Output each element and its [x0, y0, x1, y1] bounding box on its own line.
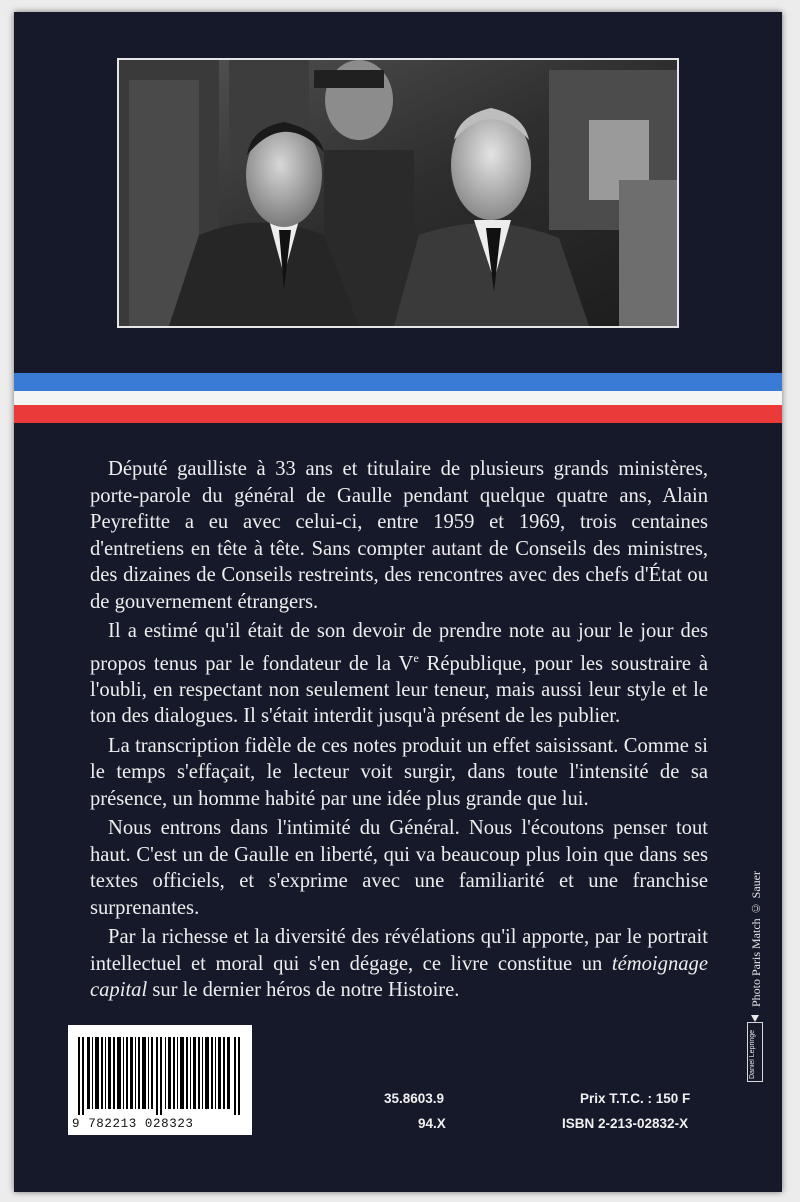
blurb-text: La transcription fidèle de ces notes produit un effet saisissant. Comme si le temps s'effaçait, le lecteur voit surgir, dans toute l'intensité de sa présence, un homme habité par une idée plus grande que lui. [90, 734, 708, 810]
blurb-text: République, pour les soustraire à l'oubli, en respectant non seulement leur teneur, mais aussi leur style et le ton des dialogues. Il s'était interdit jusqu'à présent de les publier. [90, 652, 708, 728]
blurb-emphasis: témoignage capital [90, 952, 708, 1002]
cover-photo [117, 58, 679, 328]
blurb-paragraph-3 [90, 733, 708, 813]
flag-band-red [14, 405, 782, 423]
blurb-text: sur le dernier héros de notre Histoire. [147, 979, 460, 1002]
blurb-paragraph-2 [90, 618, 708, 730]
blurb-text: Nous entrons dans l'intimité du Général. Nous l'écoutons penser tout haut. C'est un de Gaulle en liberté, qui va beaucoup plus loin que dans ses textes officiels, et s'exprime avec une familiarité et une franchise surprenantes. [90, 817, 708, 919]
photo-illustration [119, 60, 677, 326]
reference-code-2: 94.X [418, 1116, 446, 1131]
reference-code-1: 35.8603.9 [384, 1091, 445, 1106]
barcode-number: 9 782213 028323 [72, 1117, 194, 1131]
blurb-text: Par la richesse et la diversité des révélations qu'il apporte, par le portrait intellectuel et moral qui s'en dégage, ce livre constitue un [90, 926, 708, 975]
barcode [68, 1025, 252, 1135]
blurb-paragraph-1 [90, 456, 708, 615]
flag-band-white [14, 391, 782, 405]
blurb-superscript: e [413, 650, 419, 665]
barcode-bars [78, 1037, 242, 1115]
photo-credit: Photo Paris Match © Sauer [749, 871, 763, 1007]
publisher-mark [747, 1022, 763, 1082]
publisher-mark-text: Daniel Lepringe [749, 1029, 756, 1079]
arrow-down-icon [751, 1015, 759, 1022]
blurb-paragraph-4 [90, 815, 708, 921]
blurb-paragraph-5 [90, 924, 708, 1004]
blurb-text: Il a estimé qu'il était de son devoir de prendre note au jour le jour des propos tenus par le fondateur de la V [90, 620, 708, 675]
blurb-text: Député gaulliste à 33 ans et titulaire de plusieurs grands ministères, porte-parole du général de Gaulle pendant quelque quatre ans, Alain Peyrefitte a eu avec celui-ci, entre 1959 et 1969, trois centaines d'entretiens en tête à tête. Sans compter autant de Conseils des ministres, des dizaines de Conseils restreints, des rencontres avec des chefs d'État ou de gouvernement étrangers. [90, 458, 708, 613]
back-cover-blurb [90, 456, 708, 1007]
isbn: ISBN 2-213-02832-X [562, 1116, 689, 1131]
price: Prix T.T.C. : 150 F [580, 1091, 691, 1106]
book-back-cover [14, 12, 782, 1192]
flag-band-blue [14, 373, 782, 391]
